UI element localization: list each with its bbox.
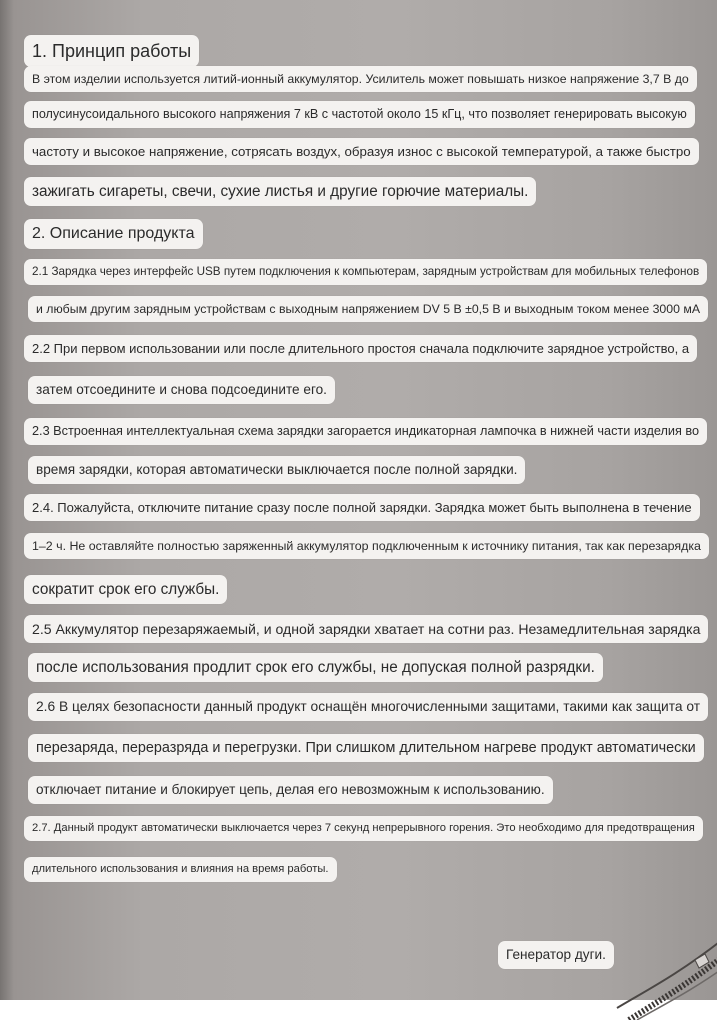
paragraph-line-text: и любым другим зарядным устройствам с выходным напряжением DV 5 В ±0,5 В и выходным током менее 3000 мА: [36, 302, 701, 316]
paragraph-line: [24, 335, 697, 362]
paragraph-line: [28, 296, 708, 322]
paragraph-line: [24, 615, 708, 643]
paragraph-line-text: отключает питание и блокирует цепь, делая его невозможным к использованию.: [36, 782, 545, 797]
paragraph-line: [24, 533, 709, 559]
paragraph-line: [28, 456, 525, 484]
paragraph-line-text: частоту и высокое напряжение, сотрясать воздух, образуя износ с высокой температурой, а также быстро: [32, 144, 691, 159]
paragraph-line-text: 2.2 При первом использовании или после длительного простоя сначала подключите зарядное устройство, а: [32, 341, 690, 356]
paragraph-line-text: затем отсоедините и снова подсоедините его.: [36, 382, 327, 397]
page-edge-shadow: [0, 0, 14, 1000]
paragraph-line: [24, 259, 707, 285]
paragraph-line-text: 2.1 Зарядка через интерфейс USB путем подключения к компьютерам, зарядным устройствам для мобильных телефонов: [32, 265, 700, 278]
arc-lighter-cable-icon: [607, 930, 717, 1020]
paragraph-line: [28, 653, 603, 682]
paragraph-line: [28, 734, 704, 762]
caption-label: [498, 941, 614, 969]
paragraph-line-text: зажигать сигареты, свечи, сухие листья и другие горючие материалы.: [32, 183, 529, 200]
paragraph-line: [28, 693, 708, 721]
section-2-heading: [24, 219, 203, 249]
paragraph-line: [28, 376, 335, 404]
paragraph-line: [24, 66, 697, 92]
caption-text: Генератор дуги.: [506, 947, 606, 962]
section-1-heading: [24, 35, 199, 67]
paragraph-line: [28, 776, 553, 804]
section-2-heading-text: 2. Описание продукта: [32, 225, 195, 242]
paragraph-line-text: после использования продлит срок его службы, не допуская полной разрядки.: [36, 659, 595, 676]
paragraph-line-text: В этом изделии используется литий-ионный аккумулятор. Усилитель может повышать низкое напряжение 3,7 В до: [32, 72, 689, 86]
paragraph-line: [24, 177, 536, 206]
paragraph-line-text: 2.3 Встроенная интеллектуальная схема зарядки загорается индикаторная лампочка в нижней части изделия во: [32, 424, 700, 438]
paragraph-line: [24, 138, 699, 165]
paragraph-line: [24, 101, 695, 128]
paragraph-line: [24, 857, 337, 882]
section-1-heading-text: 1. Принцип работы: [32, 41, 192, 61]
paragraph-line-text: 2.5 Аккумулятор перезаряжаемый, и одной зарядки хватает на сотни раз. Незамедлительная зарядка: [32, 621, 701, 637]
paragraph-line-text: время зарядки, которая автоматически выключается после полной зарядки.: [36, 462, 518, 477]
paragraph-line-text: сократит срок его службы.: [32, 581, 220, 598]
paragraph-line: [24, 418, 707, 445]
paragraph-line: [24, 494, 700, 521]
paragraph-line-text: длительного использования и влияния на время работы.: [32, 863, 329, 875]
paragraph-line-text: перезаряда, переразряда и перегрузки. При слишком длительном нагреве продукт автоматически: [36, 740, 696, 756]
paragraph-line-text: 2.7. Данный продукт автоматически выключается через 7 секунд непрерывного горения. Это необходимо для предотвращения: [32, 822, 695, 834]
paragraph-line-text: 2.4. Пожалуйста, отключите питание сразу после полной зарядки. Зарядка может быть выполнена в течение: [32, 500, 692, 515]
paragraph-line: [24, 816, 703, 841]
paragraph-line: [24, 575, 227, 604]
paragraph-line-text: полусинусоидального высокого напряжения 7 кВ с частотой около 15 кГц, что позволяет генерировать высокую: [32, 107, 687, 121]
paragraph-line-text: 1–2 ч. Не оставляйте полностью заряженный аккумулятор подключенным к источнику питания, так как перезарядка: [32, 539, 701, 553]
paragraph-line-text: 2.6 В целях безопасности данный продукт оснащён многочисленными защитами, такими как защита от: [36, 699, 701, 714]
